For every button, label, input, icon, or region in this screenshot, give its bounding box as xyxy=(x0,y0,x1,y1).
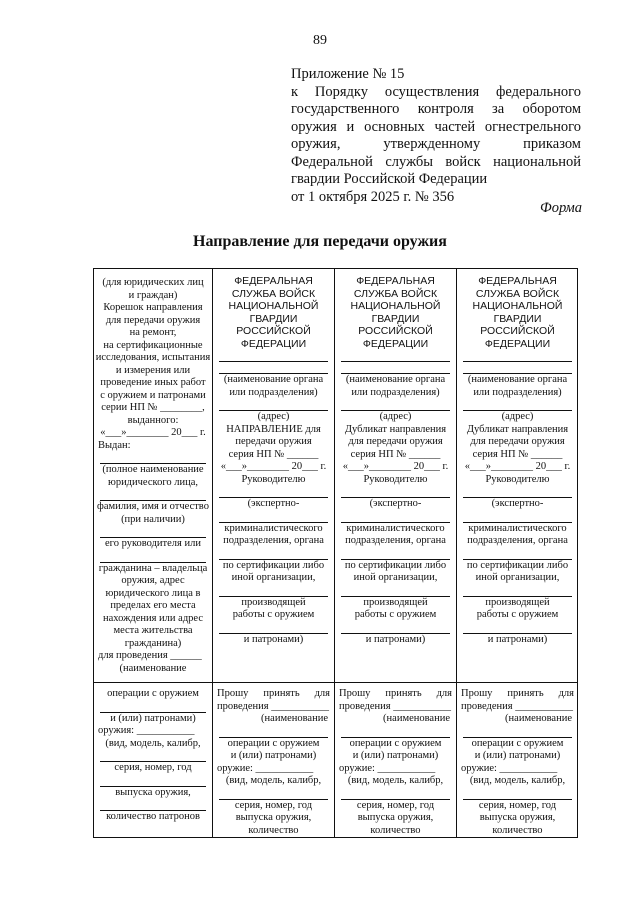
caption: подразделения, органа xyxy=(467,535,568,546)
caption: (наименование органа xyxy=(223,374,324,385)
appendix-line: от 1 октября 2025 г. № 356 xyxy=(291,188,455,205)
appendix-line: Федеральной службы войск национальной xyxy=(291,153,581,170)
date-field: «___»________ 20___ г. xyxy=(220,461,327,472)
fill-line xyxy=(100,775,206,787)
caption: серия, номер, год xyxy=(234,799,313,811)
fill-line xyxy=(219,486,328,498)
caption: (вид, модель, калибр, xyxy=(347,775,444,786)
stub-column-upper xyxy=(94,277,212,675)
caption: и патронами) xyxy=(487,633,548,645)
fill-line xyxy=(341,726,450,738)
caption: (наименование xyxy=(261,713,328,724)
fill-line xyxy=(463,362,572,374)
stub-caption: нахождения или адрес xyxy=(102,612,203,624)
caption: количество xyxy=(370,824,421,836)
appendix-line: оружия и основных частей огнестрельного xyxy=(291,118,581,135)
stub-caption: (при наличии) xyxy=(121,513,185,525)
fill-line xyxy=(463,399,572,411)
caption: криминалистического xyxy=(346,522,445,534)
stub-line: с оружием и патронами xyxy=(100,389,206,401)
caption: Руководителю xyxy=(241,473,306,485)
fill-line xyxy=(100,750,206,762)
fill-line xyxy=(463,622,572,634)
caption: работы с оружием xyxy=(232,609,315,620)
document-title: Направление для передачи оружия xyxy=(193,233,447,250)
caption: производящей xyxy=(363,596,428,608)
series-field: серия НП № ______ xyxy=(350,448,441,460)
caption: Руководителю xyxy=(363,473,428,485)
caption: или подразделения) xyxy=(229,386,318,398)
request-text: проведения ___________ xyxy=(461,700,573,712)
date-field: «___»________ 20___ г. xyxy=(342,461,449,472)
referral-column-upper xyxy=(213,275,334,646)
stub-line: «___»________ 20___ г. xyxy=(100,427,206,438)
stub-caption: места жительства xyxy=(113,625,193,636)
caption: и (или) патронами) xyxy=(352,750,439,761)
fill-line xyxy=(341,362,450,374)
caption: производящей xyxy=(241,596,306,608)
duplicate2-column-lower xyxy=(457,688,578,837)
caption: работы с оружием xyxy=(354,609,437,620)
caption: операции с оружием xyxy=(227,737,320,749)
stub-line: серии НП № ________, xyxy=(101,402,205,413)
stub-caption: выпуска оружия, xyxy=(115,786,191,798)
fill-line xyxy=(219,726,328,738)
stub-line: на ремонт, xyxy=(129,327,177,338)
agency-header: ФЕДЕРАЛЬНАЯ СЛУЖБА ВОЙСК НАЦИОНАЛЬНОЙ ГВАРДИИ РОССИЙСКОЙ ФЕДЕРАЦИИ xyxy=(472,275,563,350)
fill-line xyxy=(463,350,572,362)
fill-line xyxy=(100,799,206,811)
caption: операции с оружием xyxy=(349,737,442,749)
stub-caption: (полное наименование xyxy=(102,464,204,475)
stub-line: Корешок направления xyxy=(103,302,203,313)
stub-caption: операции с оружием xyxy=(107,688,199,699)
caption: (экспертно- xyxy=(369,498,422,509)
row-divider xyxy=(94,682,577,683)
caption: иной организации, xyxy=(475,572,560,583)
form-label: Форма xyxy=(540,200,582,216)
issued-to-label: Выдан: xyxy=(98,439,131,451)
referral-column-lower xyxy=(213,688,334,837)
page-number: 89 xyxy=(313,33,327,48)
stub-caption: пределах его места xyxy=(110,600,196,611)
appendix-line: Приложение № 15 xyxy=(291,66,405,82)
fill-line xyxy=(341,350,450,362)
caption: (адрес) xyxy=(379,411,412,422)
fill-line xyxy=(219,585,328,597)
appendix-line: гвардии Российской Федерации xyxy=(291,171,488,187)
fill-line xyxy=(341,511,450,523)
stub-caption: и (или) патронами) xyxy=(110,712,196,724)
for-conduct-label: для проведения ______ xyxy=(98,650,202,661)
caption: выпуска оружия, xyxy=(235,812,312,823)
caption: и патронами) xyxy=(365,633,426,645)
caption: (адрес) xyxy=(501,411,534,422)
caption: криминалистического xyxy=(468,522,567,534)
caption: (вид, модель, калибр, xyxy=(225,775,322,786)
fill-line xyxy=(341,622,450,634)
caption: серия, номер, год xyxy=(356,799,435,811)
caption: (наименование xyxy=(383,713,450,724)
caption: количество xyxy=(492,824,543,836)
caption: количество xyxy=(248,824,299,836)
fill-line xyxy=(463,585,572,597)
caption: подразделения, органа xyxy=(345,535,446,546)
fill-line xyxy=(100,452,206,464)
stub-caption: гражданина) xyxy=(124,637,182,649)
fill-line xyxy=(219,622,328,634)
fill-line xyxy=(463,726,572,738)
stub-line: и граждан) xyxy=(128,289,178,301)
agency-header: ФЕДЕРАЛЬНАЯ СЛУЖБА ВОЙСК НАЦИОНАЛЬНОЙ ГВАРДИИ РОССИЙСКОЙ ФЕДЕРАЦИИ xyxy=(350,275,441,350)
caption: и патронами) xyxy=(243,633,304,645)
appendix-line: государственного контроля за оборотом xyxy=(291,101,581,117)
doc-title: для передачи оружия xyxy=(470,436,565,447)
caption: работы с оружием xyxy=(476,609,559,620)
caption: (наименование xyxy=(505,713,572,724)
fill-line xyxy=(219,362,328,374)
stub-line: и измерения или xyxy=(115,364,191,376)
caption: (экспертно- xyxy=(247,498,300,509)
caption: (наименование органа xyxy=(467,374,568,385)
duplicate-column-lower xyxy=(335,688,456,837)
request-text: Прошу принять для xyxy=(339,688,452,699)
stub-line: для передачи оружия xyxy=(105,314,201,326)
stub-line: на сертификационные xyxy=(103,339,203,351)
fill-line xyxy=(100,489,206,501)
caption: (наименование органа xyxy=(345,374,446,385)
stub-caption: гражданина – владельца xyxy=(98,562,208,574)
stub-line: проведение иных работ xyxy=(100,377,206,388)
request-text: Прошу принять для xyxy=(461,688,574,699)
stub-column-lower xyxy=(94,688,212,824)
caption: или подразделения) xyxy=(473,386,562,398)
caption: по сертификации либо xyxy=(466,559,569,571)
series-field: серия НП № ______ xyxy=(472,448,563,460)
request-text: Прошу принять для xyxy=(217,688,330,699)
stub-line: выданного: xyxy=(127,414,179,426)
fill-line xyxy=(219,399,328,411)
referral-form-table xyxy=(93,268,578,838)
doc-title: Дубликат направления xyxy=(344,423,447,435)
caption: и (или) патронами) xyxy=(230,750,317,761)
fill-line xyxy=(100,551,206,563)
caption: оружие: ___________ xyxy=(339,762,436,774)
caption: по сертификации либо xyxy=(222,559,325,571)
fill-line xyxy=(100,526,206,538)
fill-line xyxy=(100,701,206,713)
fill-line xyxy=(341,399,450,411)
stub-caption: юридического лица в xyxy=(105,587,201,599)
fill-line xyxy=(463,511,572,523)
caption: Руководителю xyxy=(485,473,550,485)
caption: оружие: ___________ xyxy=(217,762,314,774)
fill-line xyxy=(219,511,328,523)
fill-line xyxy=(463,548,572,560)
request-text: проведения ___________ xyxy=(339,700,451,712)
stub-caption: количество патронов xyxy=(106,811,200,822)
stub-line: (для юридических лиц xyxy=(102,277,204,288)
caption: или подразделения) xyxy=(351,386,440,398)
fill-line xyxy=(463,486,572,498)
appendix-header xyxy=(291,66,581,206)
caption: (вид, модель, калибр, xyxy=(469,775,566,786)
stub-caption: оружия: ___________ xyxy=(98,725,195,736)
stub-caption: юридического лица, xyxy=(107,476,199,488)
stub-caption: его руководителя или xyxy=(105,538,201,549)
fill-line xyxy=(341,486,450,498)
caption: выпуска оружия, xyxy=(357,812,434,823)
series-field: серия НП № ______ xyxy=(228,448,319,460)
fill-line xyxy=(341,585,450,597)
duplicate-column-upper xyxy=(335,275,456,646)
date-field: «___»________ 20___ г. xyxy=(464,461,571,472)
doc-title: для передачи оружия xyxy=(348,436,443,447)
doc-title: НАПРАВЛЕНИЕ для xyxy=(226,423,321,435)
caption: операции с оружием xyxy=(471,737,564,749)
stub-caption: фамилия, имя и отчество xyxy=(97,501,209,512)
caption: по сертификации либо xyxy=(344,559,447,571)
request-text: проведения ___________ xyxy=(217,700,329,712)
appendix-line: оружия, утвержденному приказом xyxy=(291,136,581,152)
caption: (адрес) xyxy=(257,411,290,422)
stub-caption: оружия, адрес xyxy=(121,575,185,586)
caption: иной организации, xyxy=(353,572,438,583)
caption: производящей xyxy=(485,596,550,608)
agency-header: ФЕДЕРАЛЬНАЯ СЛУЖБА ВОЙСК НАЦИОНАЛЬНОЙ ГВАРДИИ РОССИЙСКОЙ ФЕДЕРАЦИИ xyxy=(228,275,319,350)
caption: серия, номер, год xyxy=(478,799,557,811)
appendix-line: к Порядку осуществления федерального xyxy=(291,83,581,100)
caption: (экспертно- xyxy=(491,498,544,509)
caption: выпуска оружия, xyxy=(479,812,556,823)
doc-title: Дубликат направления xyxy=(466,423,569,435)
caption: криминалистического xyxy=(224,522,323,534)
fill-line xyxy=(463,788,572,800)
stub-caption: (наименование xyxy=(119,662,187,674)
caption: иной организации, xyxy=(231,572,316,583)
caption: подразделения, органа xyxy=(223,535,324,546)
duplicate2-column-upper xyxy=(457,275,578,646)
fill-line xyxy=(341,788,450,800)
fill-line xyxy=(219,548,328,560)
stub-caption: серия, номер, год xyxy=(114,762,192,773)
fill-line xyxy=(341,548,450,560)
caption: оружие: ___________ xyxy=(461,762,558,774)
fill-line xyxy=(219,350,328,362)
doc-title: передачи оружия xyxy=(235,436,312,447)
caption: и (или) патронами) xyxy=(474,750,561,761)
fill-line xyxy=(219,788,328,800)
stub-line: исследования, испытания xyxy=(95,352,211,363)
stub-caption: (вид, модель, калибр, xyxy=(105,737,201,749)
